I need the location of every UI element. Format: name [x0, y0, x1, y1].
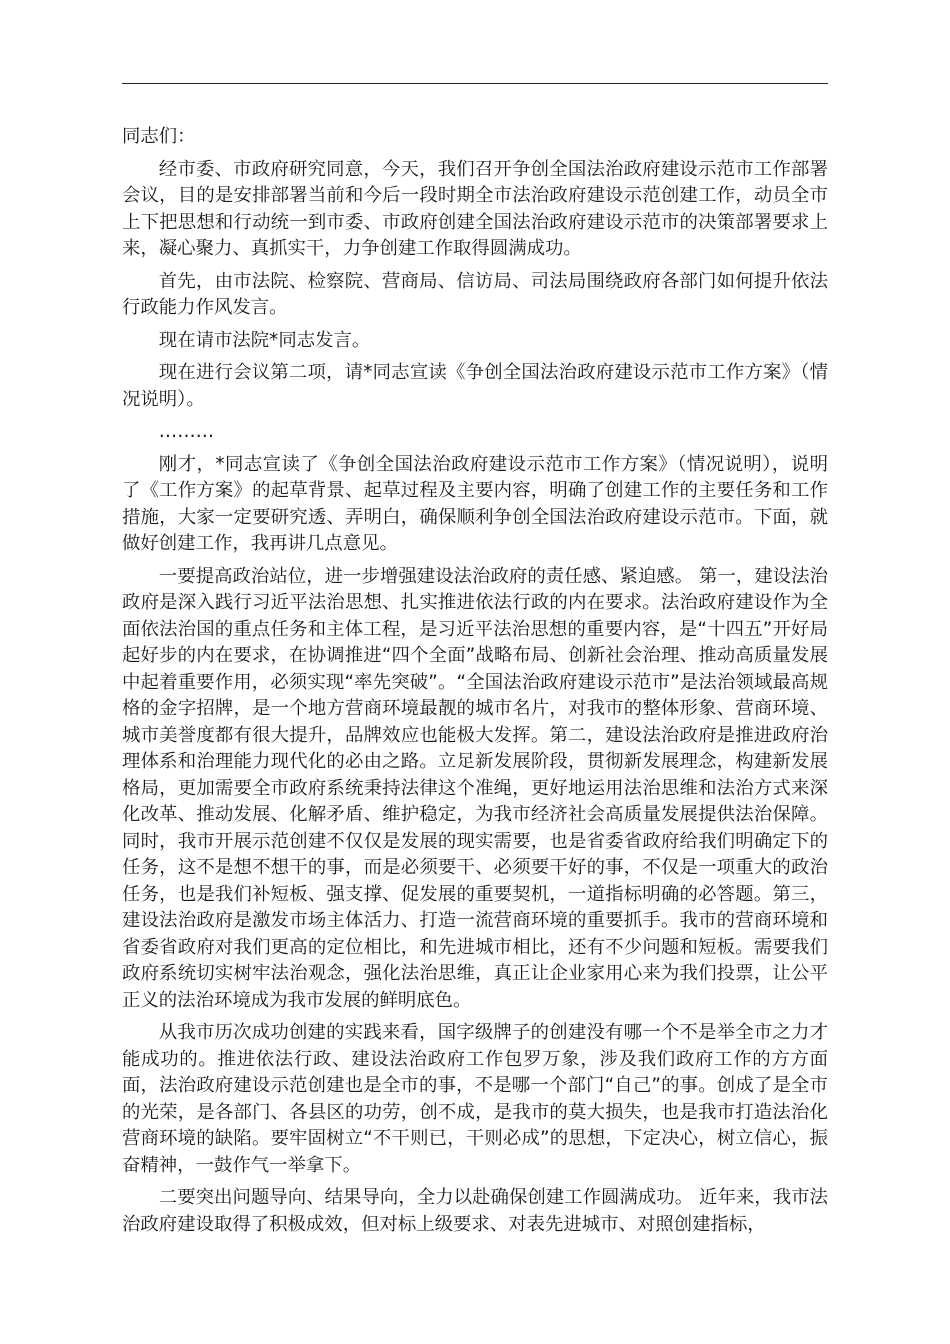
salutation: 同志们： [122, 126, 196, 147]
paragraph-speakers: 首先，由市法院、检察院、营商局、信访局、司法局围绕政府各部门如何提升依法行政能力作风发言。 [122, 270, 828, 318]
paragraph-summary: 刚才，*同志宣读了《争创全国法治政府建设示范市工作方案》（情况说明），说明了《工作方案》的起草背景、起草过程及主要内容，明确了创建工作的主要任务和工作措施，大家一定要研究透、弄明白，确保顺利争创全国法治政府建设示范市。下面，就做好创建工作，我再讲几点意见。 [122, 453, 828, 554]
paragraph-court-speech: 现在请市法院*同志发言。 [158, 329, 371, 351]
paragraph-opening: 经市委、市政府研究同意，今天，我们召开争创全国法治政府建设示范市工作部署会议，目的是安排部署当前和今后一段时期全市法治政府建设示范创建工作，动员全市上下把思想和行动统一到市委、市政府创建全国法治政府建设示范市的决策部署要求上来，凝心聚力、真抓实干，力争创建工作取得圆满成功。 [122, 158, 828, 259]
paragraph-practice: 从我市历次成功创建的实践来看，国字级牌子的创建没有哪一个不是举全市之力才能成功的。推进依法行政、建设法治政府工作包罗万象，涉及我们政府工作的方方面面，法治政府建设示范创建也是全市的事，不是哪一个部门“自己”的事。创成了是全市的光荣，是各部门、各县区的功劳，创不成，是我市的莫大损失，也是我市打造法治化营商环境的缺陷。要牢固树立“不干则已，干则必成”的思想，下定决心，树立信心，振奋精神，一鼓作气一举拿下。 [122, 1022, 828, 1176]
paragraph-point-two: 二要突出问题导向、结果导向，全力以赴确保创建工作圆满成功。 近年来，我市法治政府建设取得了积极成效，但对标上级要求、对表先进城市、对照创建指标， [122, 1187, 828, 1235]
header-divider [122, 83, 828, 84]
document-body [122, 124, 828, 1244]
paragraph-second-item: 现在进行会议第二项，请*同志宣读《争创全国法治政府建设示范市工作方案》（情况说明）。 [122, 362, 828, 410]
paragraph-point-one: 一要提高政治站位，进一步增强建设法治政府的责任感、紧迫感。 第一，建设法治政府是深入践行习近平法治思想、扎实推进依法行政的内在要求。法治政府建设作为全面依法治国的重点任务和主体工程，是习近平法治思想的重要内容，是“十四五”开好局起好步的内在要求，在协调推进“四个全面”战略布局、创新社会治理、推动高质量发展中起着重要作用，必须实现“率先突破”。“全国法治政府建设示范市”是法治领域最高规格的金字招牌，是一个地方营商环境最靓的城市名片，对我市的整体形象、营商环境、城市美誉度都有很大提升，品牌效应也能极大发挥。第二，建设法治政府是推进政府治理体系和治理能力现代化的必由之路。立足新发展阶段，贯彻新发展理念，构建新发展格局，更加需要全市政府系统秉持法律这个准绳，更好地运用法治思维和法治方式来深化改革、推动发展、化解矛盾、维护稳定，为我市经济社会高质量发展提供法治保障。同时，我市开展示范创建不仅仅是发展的现实需要，也是省委省政府给我们明确定下的任务，这不是想不想干的事，而是必须要干、必须要干好的事，不仅是一项重大的政治任务，也是我们补短板、强支撑、促发展的重要契机，一道指标明确的必答题。第三，建设法治政府是激发市场主体活力、打造一流营商环境的重要抓手。我市的营商环境和省委省政府对我们更高的定位相比，和先进城市相比，还有不少问题和短板。需要我们政府系统切实树牢法治观念，强化法治思维，真正让企业家用心来为我们投票，让公平正义的法治环境成为我市发展的鲜明底色。 [122, 565, 828, 1011]
paragraph-ellipsis: ……… [158, 421, 214, 442]
